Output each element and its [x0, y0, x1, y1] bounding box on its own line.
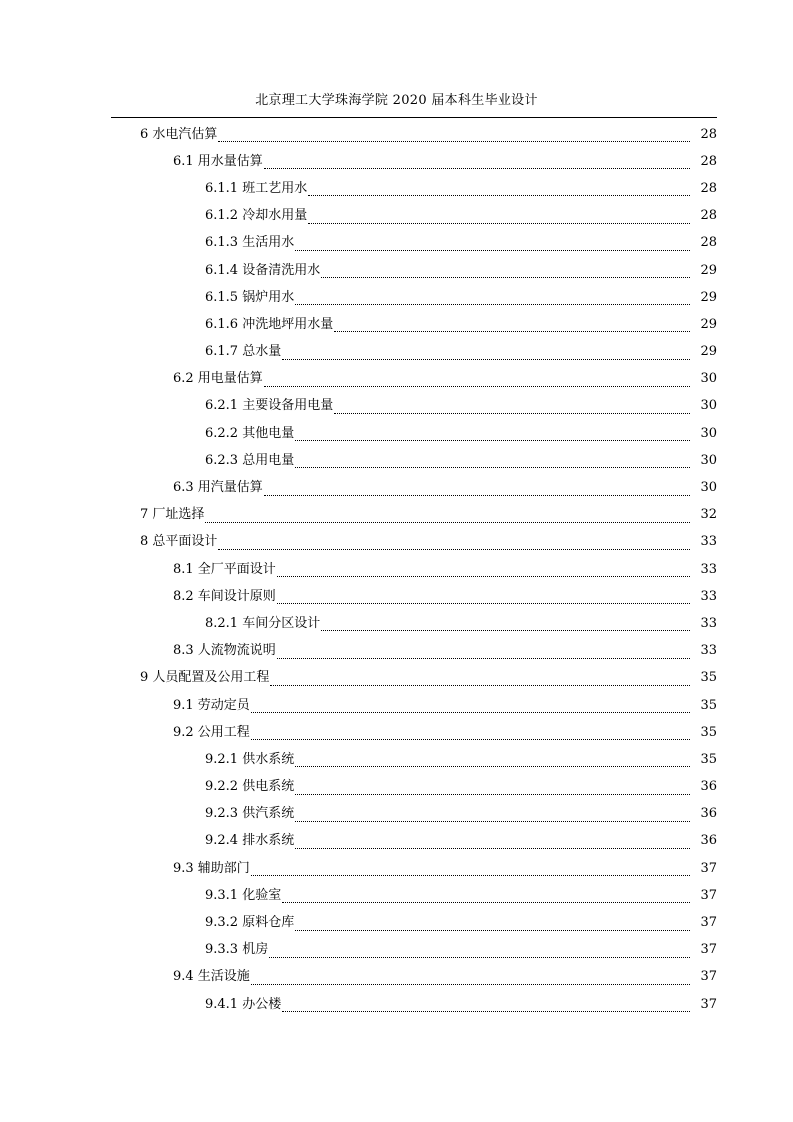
toc-entry[interactable] — [0, 964, 793, 991]
toc-entry-page-number: 36 — [700, 779, 717, 795]
toc-entry-page-number: 33 — [700, 534, 717, 550]
toc-entry[interactable] — [0, 420, 793, 447]
toc-dot-leader — [295, 428, 690, 441]
toc-entry-title: 9 人员配置及公用工程 — [140, 670, 270, 686]
toc-entry[interactable] — [0, 366, 793, 393]
toc-dot-leader — [277, 646, 690, 659]
toc-entry-page-number: 37 — [700, 996, 717, 1012]
toc-entry-page-number: 28 — [700, 208, 717, 224]
toc-dot-leader — [295, 238, 690, 251]
toc-entry-page-number: 33 — [700, 615, 717, 631]
toc-entry[interactable] — [0, 937, 793, 964]
toc-dot-leader — [295, 809, 690, 822]
toc-entry-title: 9.2.1 供水系统 — [205, 751, 295, 767]
toc-dot-leader — [218, 537, 690, 550]
toc-entry-title: 6.3 用汽量估算 — [173, 480, 263, 496]
toc-entry[interactable] — [0, 148, 793, 175]
toc-dot-leader — [251, 863, 690, 876]
toc-entry-title: 9.3.1 化验室 — [205, 887, 282, 903]
toc-entry[interactable] — [0, 447, 793, 474]
toc-entry-title: 6.2.1 主要设备用电量 — [205, 398, 334, 414]
toc-entry-title: 9.3.2 原料仓库 — [205, 915, 295, 931]
toc-dot-leader — [264, 156, 690, 169]
toc-entry-page-number: 36 — [700, 833, 717, 849]
toc-entry[interactable] — [0, 692, 793, 719]
toc-entry[interactable] — [0, 610, 793, 637]
table-of-contents — [0, 121, 793, 1018]
toc-entry-page-number: 30 — [700, 425, 717, 441]
toc-entry-title: 6.1.1 班工艺用水 — [205, 180, 308, 196]
toc-entry[interactable] — [0, 556, 793, 583]
toc-entry-page-number: 35 — [700, 751, 717, 767]
toc-entry[interactable] — [0, 203, 793, 230]
toc-entry-title: 7 厂址选择 — [140, 507, 205, 523]
toc-entry-title: 6.1.7 总水量 — [205, 344, 282, 360]
toc-entry-page-number: 36 — [700, 806, 717, 822]
toc-entry-page-number: 37 — [700, 860, 717, 876]
toc-entry-title: 6 水电汽估算 — [140, 126, 218, 142]
toc-entry[interactable] — [0, 665, 793, 692]
toc-entry-title: 8.2 车间设计原则 — [173, 588, 276, 604]
toc-dot-leader — [282, 890, 690, 903]
toc-entry[interactable] — [0, 583, 793, 610]
toc-entry-page-number: 30 — [700, 480, 717, 496]
toc-entry-title: 6.1.5 锅炉用水 — [205, 289, 295, 305]
toc-entry-page-number: 33 — [700, 561, 717, 577]
toc-entry[interactable] — [0, 746, 793, 773]
toc-dot-leader — [308, 183, 690, 196]
toc-entry-page-number: 37 — [700, 915, 717, 931]
toc-dot-leader — [295, 836, 690, 849]
toc-entry[interactable] — [0, 502, 793, 529]
toc-entry-page-number: 29 — [700, 289, 717, 305]
toc-entry-title: 9.2.2 供电系统 — [205, 779, 295, 795]
toc-dot-leader — [270, 673, 690, 686]
toc-dot-leader — [277, 591, 690, 604]
toc-entry-title: 9.1 劳动定员 — [173, 697, 250, 713]
toc-dot-leader — [218, 129, 690, 142]
toc-dot-leader — [251, 700, 690, 713]
toc-entry[interactable] — [0, 909, 793, 936]
toc-entry[interactable] — [0, 774, 793, 801]
toc-entry-page-number: 30 — [700, 452, 717, 468]
toc-entry-title: 9.4 生活设施 — [173, 969, 250, 985]
toc-entry-title: 9.4.1 办公楼 — [205, 996, 282, 1012]
toc-dot-leader — [321, 618, 690, 631]
toc-entry-title: 6.1.6 冲洗地坪用水量 — [205, 316, 334, 332]
toc-entry-title: 9.3 辅助部门 — [173, 860, 250, 876]
toc-dot-leader — [321, 265, 690, 278]
toc-entry[interactable] — [0, 529, 793, 556]
toc-entry[interactable] — [0, 828, 793, 855]
toc-dot-leader — [205, 510, 690, 523]
toc-entry[interactable] — [0, 855, 793, 882]
toc-dot-leader — [264, 374, 690, 387]
toc-entry-page-number: 33 — [700, 588, 717, 604]
toc-entry-title: 6.2 用电量估算 — [173, 371, 263, 387]
toc-entry-page-number: 30 — [700, 371, 717, 387]
toc-entry[interactable] — [0, 175, 793, 202]
toc-entry[interactable] — [0, 801, 793, 828]
toc-dot-leader — [282, 999, 690, 1012]
toc-entry[interactable] — [0, 339, 793, 366]
toc-entry-page-number: 35 — [700, 724, 717, 740]
toc-entry-title: 9.3.3 机房 — [205, 942, 269, 958]
toc-entry-title: 8.1 全厂平面设计 — [173, 561, 276, 577]
toc-entry[interactable] — [0, 719, 793, 746]
header-divider — [111, 117, 717, 118]
toc-entry-page-number: 37 — [700, 942, 717, 958]
toc-entry[interactable] — [0, 284, 793, 311]
toc-entry[interactable] — [0, 882, 793, 909]
toc-entry-title: 9.2.4 排水系统 — [205, 833, 295, 849]
toc-entry-page-number: 35 — [700, 697, 717, 713]
toc-entry-page-number: 37 — [700, 887, 717, 903]
toc-entry[interactable] — [0, 257, 793, 284]
page-header: 北京理工大学珠海学院 2020 届本科生毕业设计 — [255, 93, 538, 108]
toc-dot-leader — [282, 347, 690, 360]
toc-dot-leader — [277, 564, 690, 577]
toc-dot-leader — [269, 945, 690, 958]
toc-dot-leader — [308, 211, 690, 224]
toc-entry-page-number: 37 — [700, 969, 717, 985]
toc-entry[interactable] — [0, 230, 793, 257]
toc-entry-page-number: 29 — [700, 344, 717, 360]
toc-dot-leader — [251, 727, 690, 740]
toc-dot-leader — [264, 483, 690, 496]
toc-dot-leader — [295, 918, 690, 931]
toc-entry-title: 9.2.3 供汽系统 — [205, 806, 295, 822]
toc-entry-title: 6.2.3 总用电量 — [205, 452, 295, 468]
toc-entry-page-number: 32 — [700, 507, 717, 523]
toc-entry[interactable] — [0, 311, 793, 338]
toc-dot-leader — [251, 972, 690, 985]
toc-dot-leader — [295, 292, 690, 305]
toc-entry-title: 6.1.4 设备清洗用水 — [205, 262, 321, 278]
toc-entry[interactable] — [0, 393, 793, 420]
toc-entry[interactable] — [0, 638, 793, 665]
toc-entry-title: 8.2.1 车间分区设计 — [205, 615, 321, 631]
toc-dot-leader — [295, 782, 690, 795]
toc-entry-page-number: 28 — [700, 235, 717, 251]
toc-entry-title: 8 总平面设计 — [140, 534, 218, 550]
toc-entry-title: 6.1.2 冷却水用量 — [205, 208, 308, 224]
toc-entry-title: 9.2 公用工程 — [173, 724, 250, 740]
toc-dot-leader — [334, 319, 690, 332]
toc-entry[interactable] — [0, 991, 793, 1018]
toc-entry[interactable] — [0, 121, 793, 148]
toc-entry-page-number: 28 — [700, 153, 717, 169]
toc-dot-leader — [334, 401, 690, 414]
toc-dot-leader — [295, 754, 690, 767]
toc-entry-title: 6.1.3 生活用水 — [205, 235, 295, 251]
toc-entry-page-number: 35 — [700, 670, 717, 686]
toc-entry-page-number: 33 — [700, 643, 717, 659]
toc-entry-title: 6.2.2 其他电量 — [205, 425, 295, 441]
toc-entry-page-number: 29 — [700, 316, 717, 332]
toc-entry[interactable] — [0, 474, 793, 501]
toc-entry-page-number: 28 — [700, 180, 717, 196]
toc-dot-leader — [295, 455, 690, 468]
toc-entry-title: 6.1 用水量估算 — [173, 153, 263, 169]
toc-entry-page-number: 30 — [700, 398, 717, 414]
toc-entry-page-number: 29 — [700, 262, 717, 278]
toc-entry-title: 8.3 人流物流说明 — [173, 643, 276, 659]
toc-entry-page-number: 28 — [700, 126, 717, 142]
